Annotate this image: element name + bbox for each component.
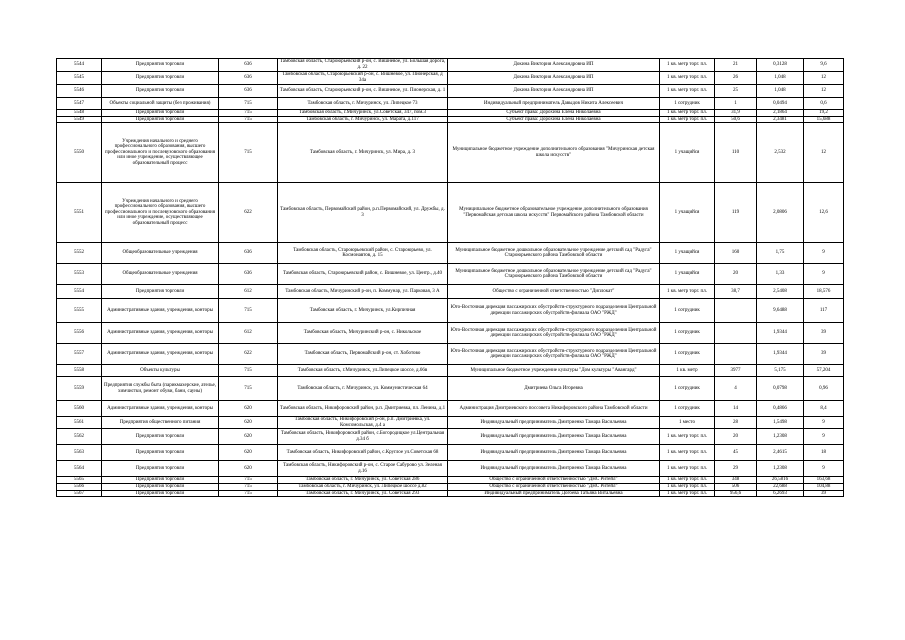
- object-address: Тамбовская область, Никифоровский район, р.п. Дмитриевка, пл. Ленина, д.1: [278, 401, 448, 417]
- organization-name: Докина Виктория Александровна ИП: [448, 59, 660, 72]
- capacity-value: 25: [715, 85, 757, 98]
- norm-value: 12: [804, 85, 844, 98]
- capacity-value: 50,6: [715, 116, 757, 123]
- norm-value: 18,576: [804, 285, 844, 299]
- norm-value: 9: [804, 264, 844, 285]
- row-number: 5564: [57, 461, 102, 477]
- row-number: 5547: [57, 98, 102, 110]
- organization-name: Муниципальное бюджетное дошкольное образовательное учреждение детский сад "Радуга" Староюрьевского района Тамбовской области: [448, 264, 660, 285]
- measure-unit: 1 кв. метр торг. пл.: [660, 445, 715, 461]
- area-code: 715: [219, 490, 278, 497]
- area-code: 715: [219, 299, 278, 323]
- area-code: 636: [219, 243, 278, 264]
- row-number: 5554: [57, 285, 102, 299]
- volume-value: 0,0798: [757, 377, 804, 401]
- capacity-value: 956,6: [715, 490, 757, 497]
- norm-value: 9: [804, 417, 844, 429]
- norm-value: 9: [804, 461, 844, 477]
- capacity-value: 110: [715, 123, 757, 183]
- volume-value: 6,2693: [757, 490, 804, 497]
- row-number: 5546: [57, 85, 102, 98]
- area-code: 715: [219, 365, 278, 377]
- organization-name: Юго-Восточная дирекция пассажирских обустройств-структурного подразделения Центральной дирекции пассажирских обустройств-филиала ОАО "РЖД": [448, 323, 660, 344]
- object-address: Тамбовская область, Никифоровский район, с.Богородицкое ул.Центральная д.34 б: [278, 429, 448, 445]
- norm-value: 9,6: [804, 59, 844, 72]
- measure-unit: 1 кв. метр торг. пл.: [660, 477, 715, 484]
- volume-value: 0,0494: [757, 98, 804, 110]
- area-code: 636: [219, 264, 278, 285]
- area-code: 636: [219, 59, 278, 72]
- table-row: [57, 483, 844, 490]
- capacity-value: 28: [715, 417, 757, 429]
- area-code: 715: [219, 110, 278, 117]
- organization-name: Дмитриева Ольга Игоревна: [448, 377, 660, 401]
- capacity-value: 3977: [715, 365, 757, 377]
- object-address: Тамбовская область, Староюрьевский район, с. Староюрьево, ул. Космонавтов, д. 15: [278, 243, 448, 264]
- area-code: 636: [219, 85, 278, 98]
- object-address: Тамбовская область, Мичуринский р-он, с. Никольское: [278, 323, 448, 344]
- table-row: [57, 477, 844, 484]
- object-type: Предприятия службы быта (парикмахерские, ателье, химчистки, ремонт обуви, бани, сауны): [102, 377, 219, 401]
- object-type: Предприятия торговли: [102, 483, 219, 490]
- capacity-value: 1: [715, 98, 757, 110]
- organization-name: Субъект права: Дорохина Елена Николаевна: [448, 110, 660, 117]
- object-type: Административные здания, учреждения, конторы: [102, 323, 219, 344]
- object-type: Предприятия торговли: [102, 445, 219, 461]
- organization-name: Индивидуальный предприниматель Дмитриенко Тамара Васильевна: [448, 417, 660, 429]
- capacity-value: 31,9: [715, 110, 757, 117]
- volume-value: 2,532: [757, 123, 804, 183]
- table-row: [57, 123, 844, 183]
- table-row: [57, 98, 844, 110]
- measure-unit: 1 кв. метр торг. пл.: [660, 461, 715, 477]
- table-row: [57, 243, 844, 264]
- area-code: 636: [219, 72, 278, 85]
- norm-value: 117: [804, 299, 844, 323]
- registry-table-body: [57, 59, 844, 497]
- measure-unit: 1 сотрудник: [660, 323, 715, 344]
- object-address: Тамбовская область, Староюрьевский р-он, с. Вишневое, ул. Пионерская, д 34а: [278, 72, 448, 85]
- area-code: 620: [219, 445, 278, 461]
- row-number: 5555: [57, 299, 102, 323]
- table-row: [57, 264, 844, 285]
- norm-value: 39: [804, 323, 844, 344]
- capacity-value: 21: [715, 59, 757, 72]
- object-address: Тамбовская область, г. Мичуринск, ул. Липецкое шоссе д.82: [278, 483, 448, 490]
- capacity-value: 348: [715, 477, 757, 484]
- capacity-value: 38,7: [715, 285, 757, 299]
- measure-unit: 1 сотрудник: [660, 344, 715, 365]
- row-number: 5565: [57, 477, 102, 484]
- volume-value: 1,9344: [757, 323, 804, 344]
- object-type: Предприятия торговли: [102, 461, 219, 477]
- volume-value: 2,5408: [757, 285, 804, 299]
- object-address: Тамбовская область, г. Мичуринск, ул. Коммунистическая 64: [278, 377, 448, 401]
- measure-unit: 1 кв. метр торг. пл.: [660, 285, 715, 299]
- object-address: Тамбовская область, г.Мичуринск, ул.Советская, 347, пом.3: [278, 110, 448, 117]
- volume-value: 1,048: [757, 85, 804, 98]
- measure-unit: 1 кв. метр торг. пл.: [660, 72, 715, 85]
- measure-unit: 1 кв. метр торг. пл.: [660, 429, 715, 445]
- volume-value: 26,5816: [757, 477, 804, 484]
- volume-value: 2,1864: [757, 110, 804, 117]
- volume-value: 1,75: [757, 243, 804, 264]
- row-number: 5560: [57, 401, 102, 417]
- object-type: Объекты культуры: [102, 365, 219, 377]
- object-type: Учреждения начального и среднего профессионального образования, высшего профессионального и послевузовского образования или иное учреждение, осуществляющее образовательный процесс: [102, 123, 219, 183]
- measure-unit: 1 учащийся: [660, 123, 715, 183]
- area-code: 715: [219, 116, 278, 123]
- object-address: Тамбовская область, г. Мичуринск, ул. Мира, д. 3: [278, 123, 448, 183]
- object-type: Предприятия торговли: [102, 116, 219, 123]
- table-row: [57, 323, 844, 344]
- table-row: [57, 461, 844, 477]
- measure-unit: 1 кв. метр торг. пл.: [660, 483, 715, 490]
- area-code: 612: [219, 285, 278, 299]
- area-code: 620: [219, 429, 278, 445]
- object-type: Административные здания, учреждения, конторы: [102, 344, 219, 365]
- table-row: [57, 401, 844, 417]
- norm-value: 18: [804, 445, 844, 461]
- object-type: Предприятия торговли: [102, 59, 219, 72]
- object-type: Предприятия торговли: [102, 285, 219, 299]
- object-address: Тамбовская область, Первомайский район, р.п.Первомайский, ул. Дружбы, д. 3: [278, 183, 448, 243]
- object-type: Предприятия торговли: [102, 490, 219, 497]
- capacity-value: 29: [715, 461, 757, 477]
- row-number: 5544: [57, 59, 102, 72]
- row-number: 5551: [57, 183, 102, 243]
- organization-name: Муниципальное бюджетное учреждение культуры "Дом культуры "Авангард": [448, 365, 660, 377]
- object-address: Тамбовская область, Никифоровский р-он, р.п. Дмитриевка, ул. Комсомольская, д.4 а: [278, 417, 448, 429]
- object-address: Тамбовская область, г. Мичуринск, ул. Советская 293: [278, 490, 448, 497]
- row-number: 5548: [57, 110, 102, 117]
- object-address: Тамбовская область, Староюрьевский р-он, с. Вишневое, ул. Большая дорога, д. 22: [278, 59, 448, 72]
- table-row: [57, 285, 844, 299]
- norm-value: 8,4: [804, 401, 844, 417]
- organization-name: Индивидуальный предприниматель Дмитриенко Тамара Васильевна: [448, 445, 660, 461]
- row-number: 5550: [57, 123, 102, 183]
- row-number: 5559: [57, 377, 102, 401]
- table-row: [57, 417, 844, 429]
- organization-name: Индивидуальный предприниматель Догоева Татьяна Витальевна: [448, 490, 660, 497]
- volume-value: 1,048: [757, 72, 804, 85]
- volume-value: 1,5498: [757, 417, 804, 429]
- table-row: [57, 490, 844, 497]
- object-type: Общеобразовательные учреждения: [102, 243, 219, 264]
- object-type: Предприятия торговли: [102, 72, 219, 85]
- norm-value: 12,6: [804, 183, 844, 243]
- volume-value: 0,4866: [757, 401, 804, 417]
- registry-sheet: [56, 58, 843, 497]
- measure-unit: 1 кв. метр: [660, 365, 715, 377]
- row-number: 5552: [57, 243, 102, 264]
- measure-unit: 1 кв. метр торг. пл.: [660, 85, 715, 98]
- row-number: 5557: [57, 344, 102, 365]
- row-number: 5556: [57, 323, 102, 344]
- organization-name: Администрация Дмитриевского поссовета Никифоровского района Тамбовской области: [448, 401, 660, 417]
- object-address: Тамбовская область, Мичуринский р-он, п. Коммунар, ул. Парковая, 3 А: [278, 285, 448, 299]
- table-row: [57, 365, 844, 377]
- organization-name: Юго-Восточная дирекция пассажирских обустройств-структурного подразделения Центральной дирекции пассажирских обустройств-филиала ОАО "РЖД": [448, 344, 660, 365]
- object-type: Административные здания, учреждения, конторы: [102, 299, 219, 323]
- measure-unit: 1 кв. метр торг. пл.: [660, 490, 715, 497]
- norm-value: 0,6: [804, 98, 844, 110]
- measure-unit: 1 сотрудник: [660, 401, 715, 417]
- norm-value: 0,96: [804, 377, 844, 401]
- volume-value: 9,6488: [757, 299, 804, 323]
- row-number: 5553: [57, 264, 102, 285]
- object-type: Учреждения начального и среднего профессионального образования, высшего профессионального и послевузовского образования или иное учреждение, осуществляющее образовательный процесс: [102, 183, 219, 243]
- object-type: Общеобразовательные учреждения: [102, 264, 219, 285]
- table-row: [57, 72, 844, 85]
- capacity-value: 4: [715, 377, 757, 401]
- capacity-value: 45: [715, 445, 757, 461]
- capacity-value: 14: [715, 401, 757, 417]
- measure-unit: 1 сотрудник: [660, 377, 715, 401]
- organization-name: Субъект права: Дорохина Елена Николаевна: [448, 116, 660, 123]
- capacity-value: 160: [715, 243, 757, 264]
- volume-value: 22,688: [757, 483, 804, 490]
- norm-value: 104,88: [804, 483, 844, 490]
- volume-value: 2,3481: [757, 116, 804, 123]
- volume-value: 5,175: [757, 365, 804, 377]
- table-row: [57, 183, 844, 243]
- table-row: [57, 344, 844, 365]
- registry-table: [56, 58, 844, 497]
- volume-value: 1,33: [757, 264, 804, 285]
- norm-value: 19,2: [804, 110, 844, 117]
- row-number: 5545: [57, 72, 102, 85]
- row-number: 5563: [57, 445, 102, 461]
- area-code: 622: [219, 183, 278, 243]
- volume-value: 1,2308: [757, 461, 804, 477]
- norm-value: 12: [804, 123, 844, 183]
- measure-unit: 1 кв. метр торг. пл.: [660, 116, 715, 123]
- volume-value: 2,0806: [757, 183, 804, 243]
- measure-unit: 1 учащийся: [660, 183, 715, 243]
- table-row: [57, 110, 844, 117]
- norm-value: 15,688: [804, 116, 844, 123]
- table-row: [57, 59, 844, 72]
- measure-unit: 1 сотрудник: [660, 98, 715, 110]
- organization-name: Индивидуальный предприниматель Дмитриенко Тамара Васильевна: [448, 429, 660, 445]
- row-number: 5562: [57, 429, 102, 445]
- capacity-value: 20: [715, 264, 757, 285]
- measure-unit: 1 кв. метр торг. пл.: [660, 110, 715, 117]
- capacity-value: 506: [715, 483, 757, 490]
- table-row: [57, 445, 844, 461]
- organization-name: Муниципальное бюджетное образовательное учреждение дополнительного образования "Первомайская детская школа искусств" Первомайского района Тамбовской области: [448, 183, 660, 243]
- table-row: [57, 116, 844, 123]
- volume-value: 1,2308: [757, 429, 804, 445]
- object-type: Объекты социальной защиты (без проживания): [102, 98, 219, 110]
- row-number: 5566: [57, 483, 102, 490]
- organization-name: Муниципальное бюджетное дошкольное образовательное учреждение детский сад "Радуга" Староюрьевского района Тамбовской области: [448, 243, 660, 264]
- organization-name: Докина Виктория Александровна ИП: [448, 85, 660, 98]
- area-code: 715: [219, 98, 278, 110]
- area-code: 715: [219, 377, 278, 401]
- row-number: 5561: [57, 417, 102, 429]
- object-address: Тамбовская область, г.Мичуринск, ул.Липецкое шоссе, д.66в: [278, 365, 448, 377]
- organization-name: Общество с ограниченной ответственностью "ДНС Ритейл": [448, 477, 660, 484]
- area-code: 620: [219, 417, 278, 429]
- area-code: 622: [219, 344, 278, 365]
- object-address: Тамбовская область, г. Мичуринск, ул.Кирпичная: [278, 299, 448, 323]
- norm-value: 57,204: [804, 365, 844, 377]
- object-type: Предприятия общественного питания: [102, 417, 219, 429]
- table-row: [57, 429, 844, 445]
- organization-name: Юго-Восточная дирекция пассажирских обустройств-структурного подразделения Центральной дирекции пассажирских обустройств-филиала ОАО "РЖД": [448, 299, 660, 323]
- norm-value: 163,68: [804, 477, 844, 484]
- organization-name: Докина Виктория Александровна ИП: [448, 72, 660, 85]
- norm-value: 39: [804, 344, 844, 365]
- object-type: Предприятия торговли: [102, 110, 219, 117]
- organization-name: Общество с ограниченной ответственностью "Диплокат": [448, 285, 660, 299]
- measure-unit: 1 учащийся: [660, 264, 715, 285]
- object-type: Предприятия торговли: [102, 429, 219, 445]
- measure-unit: 1 учащийся: [660, 243, 715, 264]
- area-code: 715: [219, 123, 278, 183]
- object-address: Тамбовская область, г. Мичуринск, ул. Марата, д.117: [278, 116, 448, 123]
- table-row: [57, 85, 844, 98]
- row-number: 5549: [57, 116, 102, 123]
- area-code: 715: [219, 477, 278, 484]
- volume-value: 2,4615: [757, 445, 804, 461]
- row-number: 5558: [57, 365, 102, 377]
- measure-unit: 1 место: [660, 417, 715, 429]
- organization-name: Индивидуальный предприниматель Давыдов Никита Алексеевич: [448, 98, 660, 110]
- organization-name: Муниципальное бюджетное учреждение дополнительного образования "Мичуринская детская школа искусств": [448, 123, 660, 183]
- row-number: 5567: [57, 490, 102, 497]
- object-type: Предприятия торговли: [102, 85, 219, 98]
- capacity-value: [715, 299, 757, 323]
- volume-value: 0,3128: [757, 59, 804, 72]
- volume-value: 1,9344: [757, 344, 804, 365]
- object-type: Административные здания, учреждения, конторы: [102, 401, 219, 417]
- area-code: 620: [219, 401, 278, 417]
- object-address: Тамбовская область, Староюрьевский р-он, с. Вишневое, ул. Пионерская, д. 1: [278, 85, 448, 98]
- norm-value: 9: [804, 243, 844, 264]
- table-row: [57, 299, 844, 323]
- object-address: Тамбовская область, г. Мичуринск, ул. Советская 286: [278, 477, 448, 484]
- area-code: 620: [219, 461, 278, 477]
- norm-value: 39: [804, 490, 844, 497]
- object-address: Тамбовская область, Никифоровский р-он, с. Старое Сабурово ул. Зеленая д.16: [278, 461, 448, 477]
- measure-unit: 1 кв. метр торг. пл.: [660, 59, 715, 72]
- capacity-value: 26: [715, 72, 757, 85]
- object-address: Тамбовская область, Никифоровский район, с.Круглое ул.Советская 68: [278, 445, 448, 461]
- area-code: 612: [219, 323, 278, 344]
- measure-unit: 1 сотрудник: [660, 299, 715, 323]
- organization-name: Общество с ограниченной ответственностью "ДНС Ритейл": [448, 483, 660, 490]
- capacity-value: [715, 323, 757, 344]
- capacity-value: [715, 344, 757, 365]
- norm-value: 9: [804, 429, 844, 445]
- object-address: Тамбовская область, Первомайский р-он, ст. Хоботово: [278, 344, 448, 365]
- organization-name: Индивидуальный предприниматель Дмитриенко Тамара Васильевна: [448, 461, 660, 477]
- area-code: 715: [219, 483, 278, 490]
- object-address: Тамбовская область, Староюрьевский район, с. Вишневое, ул. Центр., д.40: [278, 264, 448, 285]
- table-row: [57, 377, 844, 401]
- object-address: Тамбовская область, г. Мичуринск, ул. Липецкое 73: [278, 98, 448, 110]
- capacity-value: 119: [715, 183, 757, 243]
- object-type: Предприятия торговли: [102, 477, 219, 484]
- norm-value: 12: [804, 72, 844, 85]
- capacity-value: 20: [715, 429, 757, 445]
